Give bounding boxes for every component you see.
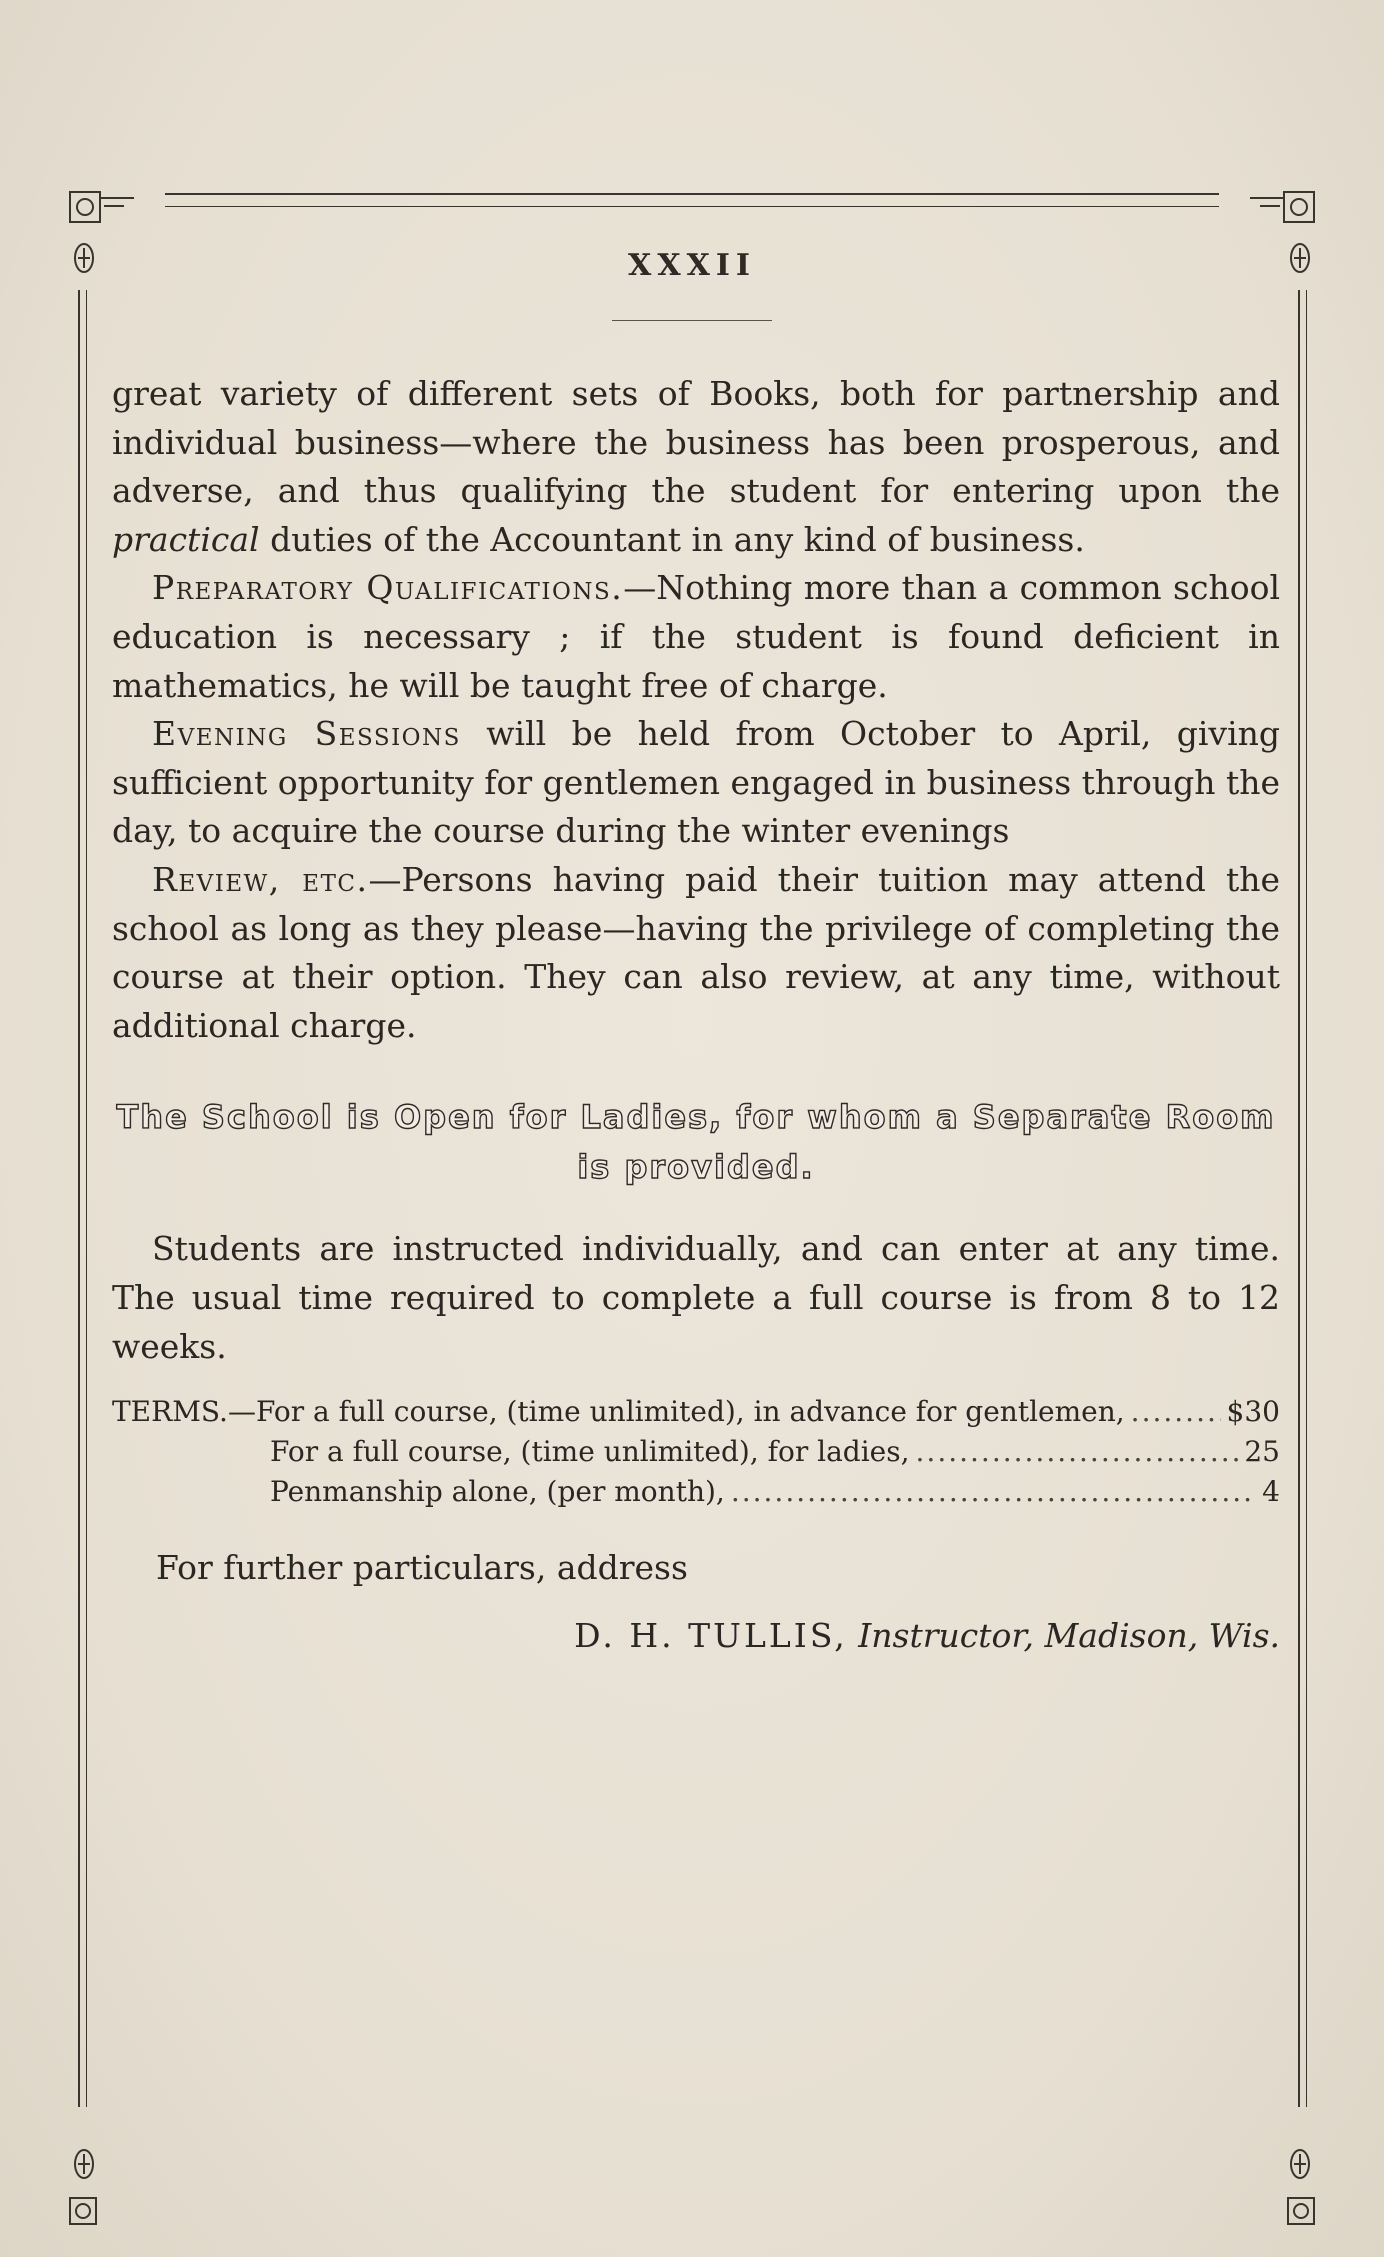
instructor-title: Instructor, Madison, Wis. — [858, 1616, 1280, 1655]
paragraph-text: great variety of different sets of Books, both for partnership and individual business—where the business has been prosperous, and adverse, and thus qualifying the student for entering upon the — [112, 374, 1280, 511]
terms-row — [112, 1432, 1280, 1472]
students-text: Students are instructed individually, and can enter at any time. — [152, 1229, 1280, 1268]
notice-line: is provided. — [577, 1148, 815, 1186]
top-border-rule-inner — [165, 206, 1219, 207]
terms-list — [112, 1392, 1280, 1512]
corner-ornament-icon — [64, 2140, 156, 2232]
page-number-rule — [612, 320, 772, 321]
dot-leader — [731, 1472, 1256, 1512]
instructor-name: D. H. TULLIS, — [574, 1616, 848, 1655]
terms-amount: $30 — [1226, 1395, 1280, 1428]
body-text — [112, 370, 1280, 1050]
terms-label: Penmanship alone, (per month), — [270, 1475, 725, 1508]
terms-amount: 25 — [1244, 1435, 1280, 1468]
students-line — [112, 1224, 1280, 1371]
paragraph-heading: Evening Sessions — [152, 714, 461, 754]
paragraph-heading: Preparatory Qualifications. — [152, 568, 624, 608]
paragraph-text: will be held from October to April, giving sufficient opportunity for gentlemen engaged in business through the day, to acquire the course during the winter evenings — [112, 714, 1280, 851]
top-border-rule — [165, 193, 1219, 195]
dot-leader — [916, 1432, 1239, 1472]
terms-label: For a full course, (time unlimited), for ladies, — [270, 1435, 910, 1468]
ladies-notice — [112, 1092, 1280, 1192]
corner-ornament-icon — [1228, 2140, 1320, 2232]
terms-row — [112, 1392, 1280, 1432]
paragraph-italic-word: practical — [112, 519, 260, 559]
paragraph-preparatory — [112, 564, 1280, 710]
page-number: XXXII — [628, 248, 756, 283]
paragraph-text: —Nothing more than a common school education is necessary ; if the student is found deficient in mathematics, he will be taught free of charge. — [112, 568, 1281, 705]
signature-line — [574, 1616, 1280, 1655]
students-text: The usual time required to complete a full course is from 8 to 12 weeks. — [112, 1278, 1280, 1366]
terms-label: TERMS.—For a full course, (time unlimited), in advance for gentlemen, — [112, 1395, 1125, 1428]
further-particulars: For further particulars, address — [156, 1548, 688, 1587]
terms-amount: 4 — [1262, 1475, 1280, 1508]
right-border-rule — [1298, 290, 1307, 2107]
paragraph-text: —Persons having paid their tuition may attend the school as long as they please—having the privilege of completing the course at their option. They can also review, at any time, without additional charge. — [112, 859, 1281, 1045]
students-paragraph — [112, 1224, 1280, 1371]
paragraph-accounting — [112, 370, 1280, 564]
dot-leader — [1131, 1392, 1221, 1432]
paragraph-evening — [112, 710, 1280, 856]
notice-line: The School is Open for Ladies, for whom a Separate Room — [116, 1098, 1276, 1136]
terms-row — [112, 1472, 1280, 1512]
left-border-rule — [78, 290, 87, 2107]
paragraph-text: duties of the Accountant in any kind of business. — [259, 519, 1085, 559]
paragraph-heading: Review, etc. — [152, 859, 369, 899]
paragraph-review — [112, 856, 1280, 1050]
